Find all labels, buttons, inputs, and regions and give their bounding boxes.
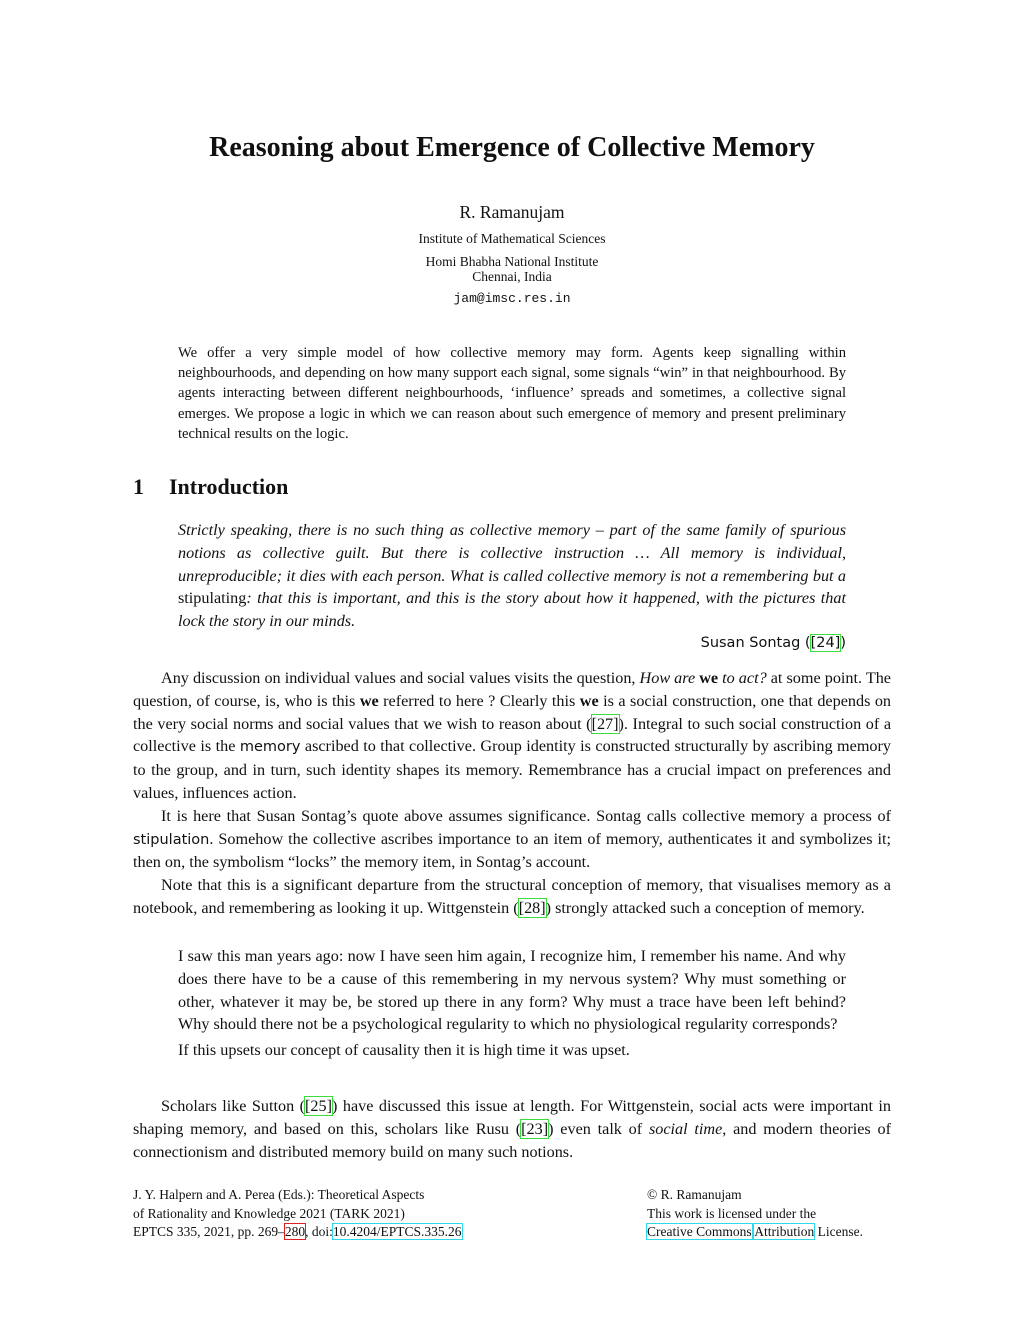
- epigraph-attribution: Susan Sontag ([24]): [700, 635, 846, 651]
- affiliation: Institute of Mathematical Sciences: [418, 231, 606, 246]
- paragraph: Any discussion on individual values and social values visits the question, How are we to act? at some point. The question, of course, is, who is this we referred to here ? Clearly this we is a social construction, one that depends on the very social norms and social values that we wish to reason about ([27]). Integral to such social construction of a collective is the memory ascribed to that collective. Group identity is constructed structurally by ascribing memory to the group, and in turn, such identity shapes its memory. Remembrance has a crucial impact on preferences and values, influences action.: [133, 669, 892, 802]
- paragraph: Note that this is a significant departure from the structural conception of memory, that visualises memory as a notebook, and remembering as looking it up. Wittgenstein ([28]) strongly attacked such a conception of memory.: [133, 876, 891, 917]
- citation-link[interactable]: [28]: [518, 898, 546, 917]
- paragraph: Scholars like Sutton ([25]) have discussed this issue at length. For Wittgenstein, social acts were important in shaping memory, and based on this, scholars like Rusu ([23]) even talk of social time, and modern theories of connectionism and distributed memory build on many such notions.: [133, 1097, 891, 1161]
- affiliation: Homi Bhabha National Institute: [425, 254, 599, 269]
- citation-link[interactable]: [25]: [305, 1097, 333, 1115]
- body-text: [133, 667, 891, 920]
- body-text: [133, 1095, 891, 1163]
- doi-link[interactable]: 10.4204/EPTCS.335.26: [332, 1224, 462, 1239]
- section-title: Introduction: [169, 474, 289, 499]
- paper-title: Reasoning about Emergence of Collective Memory: [209, 132, 815, 163]
- attribution-link[interactable]: Attribution: [754, 1224, 815, 1239]
- abstract: We offer a very simple model of how collective memory may form. Agents keep signalling within neighbourhoods, and depending on how many support each signal, some signals “win” in that neighbourhood. By agents interacting between different neighbourhoods, ‘influence’ spreads and sometimes, a collective signal emerges. We propose a logic in which we can reason about such emergence of memory and present preliminary technical results on the logic.: [178, 345, 846, 442]
- last-page-link[interactable]: 280: [284, 1224, 306, 1239]
- footer-citation: J. Y. Halpern and A. Perea (Eds.): Theoretical Aspects of Rationality and Knowledge 2021 (TARK 2021) EPTCS 335, 2021, pp. 269–280, doi:10.4204/EPTCS.335.26: [133, 1187, 462, 1239]
- creative-commons-link[interactable]: Creative Commons: [647, 1224, 752, 1239]
- wittgenstein-quote: I saw this man years ago: now I have seen him again, I recognize him, I remember his name. And why does there have to be a cause of this remembering in my nervous system? Why must something or other, whatever it may be, be stored up there in any form? Why must a trace have been left behind? Why should there not be a psychological regularity to which no physiological regularity corresponds? If this upsets our concept of causality then it is high time it was upset.: [178, 947, 846, 1060]
- footer-license: © R. Ramanujam This work is licensed under the Creative Commons Attribution License.: [647, 1187, 863, 1239]
- author-email[interactable]: jam@imsc.res.in: [453, 291, 571, 306]
- section-number: 1: [133, 474, 144, 499]
- location: Chennai, India: [472, 269, 552, 284]
- epigraph: Strictly speaking, there is no such thing as collective memory – part of the same family of spurious notions as collective guilt. But there is collective instruction … All memory is individual, unreproducible; it dies with each person. What is called collective memory is not a remembering but a stipulating: that this is important, and this is the story about how it happened, with the pictures that lock the story in our minds.: [178, 521, 846, 631]
- citation-link[interactable]: [23]: [521, 1119, 549, 1138]
- citation-link[interactable]: [24]: [810, 635, 841, 651]
- paragraph: It is here that Susan Sontag’s quote above assumes significance. Sontag calls collective memory a process of stipulation. Somehow the collective ascribes importance to an item of memory, authenticates it and symbolizes it; then on, the symbolism “locks” the memory item, in Sontag’s account.: [133, 806, 891, 872]
- author-name: R. Ramanujam: [459, 202, 565, 222]
- section-heading: [133, 474, 288, 500]
- citation-link[interactable]: [27]: [591, 714, 619, 733]
